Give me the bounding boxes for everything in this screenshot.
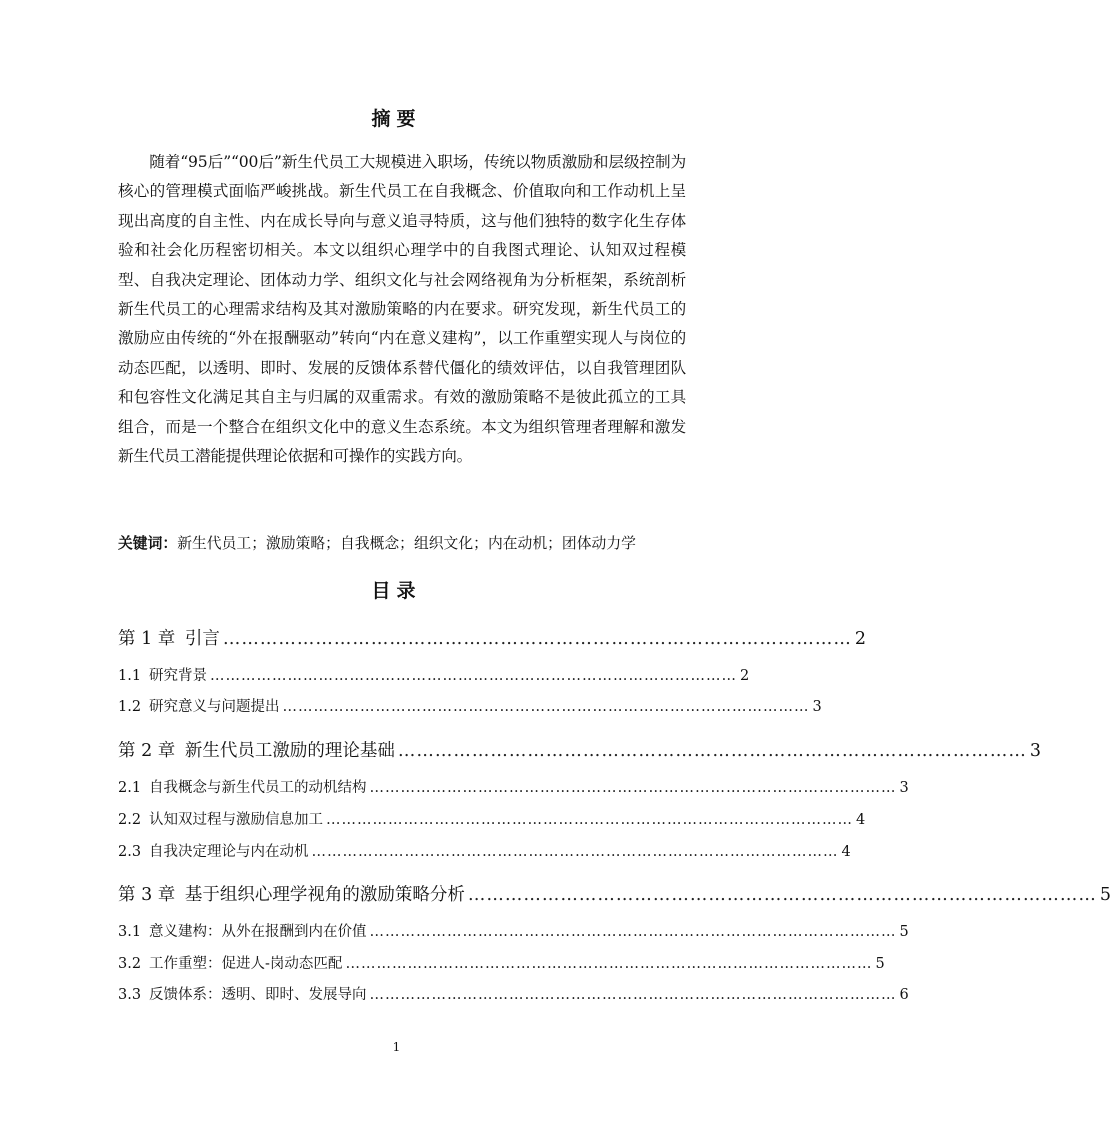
toc-entry-section-2-3[interactable] — [118, 840, 851, 861]
toc-entry-label: 研究背景 — [149, 668, 208, 684]
toc-entry-page: 2 — [854, 629, 867, 649]
toc-entry-label: 基于组织心理学视角的激励策略分析 — [184, 885, 465, 905]
toc-entry-label: 意义建构：从外在报酬到内在价值 — [149, 924, 367, 940]
toc-entry-page: 3 — [1029, 741, 1042, 761]
toc-title: 目录 — [371, 580, 422, 602]
toc-entry-section-3-1[interactable] — [118, 920, 909, 941]
toc-entry-number: 1.1 — [118, 668, 142, 684]
toc-dot-leader: ………………………………………………………………………………………… — [369, 780, 897, 796]
toc-entry-number: 2.1 — [118, 780, 142, 796]
toc-entry-label: 新生代员工激励的理论基础 — [184, 741, 395, 761]
toc-entry-number: 2.3 — [118, 844, 142, 860]
toc-entry-section-1-2[interactable] — [118, 695, 822, 716]
toc-entry-number: 3.1 — [118, 924, 142, 940]
toc-entry-section-2-2[interactable] — [118, 808, 866, 829]
toc-dot-leader: ………………………………………………………………………………………… — [369, 924, 897, 940]
toc-entry-page: 3 — [899, 780, 909, 796]
toc-entry-number: 3.2 — [118, 956, 142, 972]
toc-dot-leader: ………………………………………………………………………………………… — [369, 987, 897, 1003]
toc-entry-label: 认知双过程与激励信息加工 — [149, 812, 324, 828]
toc-entry-label: 工作重塑：促进人-岗动态匹配 — [149, 956, 343, 972]
toc-entry-label: 反馈体系：透明、即时、发展导向 — [149, 987, 367, 1003]
toc-dot-leader: ………………………………………………………………………………………… — [210, 668, 738, 684]
toc-entry-page: 6 — [899, 987, 909, 1003]
toc-entry-section-3-3[interactable] — [118, 983, 909, 1004]
toc-entry-page: 5 — [875, 956, 885, 972]
toc-entry-number: 第 2 章 — [118, 741, 176, 761]
toc-dot-leader: ………………………………………………………………………………………… — [326, 812, 854, 828]
toc-entry-page: 2 — [740, 668, 750, 684]
toc-entry-chapter-1[interactable] — [118, 625, 867, 650]
toc-entry-label: 自我概念与新生代员工的动机结构 — [149, 780, 367, 796]
toc-entry-section-2-1[interactable] — [118, 776, 909, 797]
toc-dot-leader: ………………………………………………………………………………………… — [397, 741, 1027, 761]
toc-entry-chapter-2[interactable] — [118, 737, 1042, 762]
keywords-label: 关键词： — [118, 535, 178, 552]
abstract-body: 随着“95后”“00后”新生代员工大规模进入职场，传统以物质激励和层级控制为核心的管理模式面临严峻挑战。新生代员工在自我概念、价值取向和工作动机上呈现出高度的自主性、内在成长导向与意义追寻特质，这与他们独特的数字化生存体验和社会化历程密切相关。本文以组织心理学中的自我图式理论、认知双过程模型、自我决定理论、团体动力学、组织文化与社会网络视角为分析框架，系统剖析新生代员工的心理需求结构及其对激励策略的内在要求。研究发现，新生代员工的激励应由传统的“外在报酬驱动”转向“内在意义建构”，以工作重塑实现人与岗位的动态匹配，以透明、即时、发展的反馈体系替代僵化的绩效评估，以自我管理团队和包容性文化满足其自主与归属的双重需求。有效的激励策略不是彼此孤立的工具组合，而是一个整合在组织文化中的意义生态系统。本文为组织管理者理解和激发新生代员工潜能提供理论依据和可操作的实践方向。 — [118, 153, 686, 466]
toc-entry-label: 引言 — [184, 629, 220, 649]
toc-entry-page: 4 — [856, 812, 866, 828]
toc-dot-leader: ………………………………………………………………………………………… — [345, 956, 873, 972]
page-number: 1 — [392, 1040, 401, 1054]
toc-entry-section-1-1[interactable] — [118, 664, 750, 685]
toc-entry-chapter-3[interactable] — [118, 881, 1111, 906]
toc-dot-leader: ………………………………………………………………………………………… — [222, 629, 852, 649]
keywords-text: 新生代员工；激励策略；自我概念；组织文化；内在动机；团体动力学 — [177, 535, 636, 552]
toc-entry-label: 研究意义与问题提出 — [149, 699, 280, 715]
toc-entry-page: 4 — [841, 844, 851, 860]
toc-entry-page: 3 — [812, 699, 822, 715]
toc-dot-leader: ………………………………………………………………………………………… — [282, 699, 810, 715]
toc-entry-number: 1.2 — [118, 699, 142, 715]
abstract-title: 摘要 — [371, 108, 422, 130]
toc-entry-number: 第 3 章 — [118, 885, 176, 905]
toc-entry-label: 自我决定理论与内在动机 — [149, 844, 309, 860]
toc-dot-leader: ………………………………………………………………………………………… — [467, 885, 1097, 905]
toc-entry-number: 第 1 章 — [118, 629, 176, 649]
toc-entry-section-3-2[interactable] — [118, 952, 885, 973]
toc-dot-leader: ………………………………………………………………………………………… — [311, 844, 839, 860]
toc-entry-page: 5 — [1099, 885, 1111, 905]
toc-entry-number: 3.3 — [118, 987, 142, 1003]
toc-entry-number: 2.2 — [118, 812, 142, 828]
toc-entry-page: 5 — [899, 924, 909, 940]
